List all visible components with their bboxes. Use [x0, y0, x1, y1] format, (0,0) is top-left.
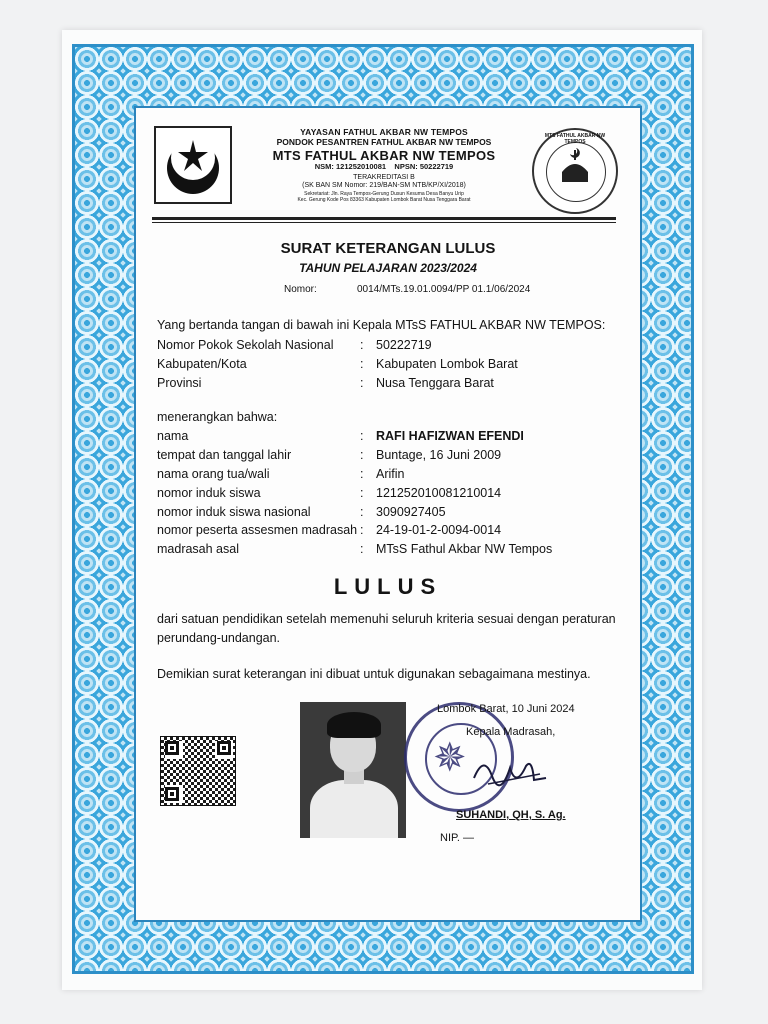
field-colon: : [360, 523, 364, 537]
address-line-2: Kec. Gerung Kode Pos 83363 Kabupaten Lombok Barat Nusa Tenggara Barat [297, 197, 471, 204]
field-value: 50222719 [376, 338, 432, 352]
field-value: 121252010081210014 [376, 486, 502, 500]
field-label: Provinsi [157, 376, 202, 390]
photo-shirt [310, 780, 398, 838]
nsm-text: NSM: 121252010081 [314, 162, 387, 171]
field-value: 24-19-01-2-0094-0014 [376, 523, 502, 537]
nomor-label: Nomor: [284, 284, 317, 295]
qr-code [160, 736, 236, 806]
handwritten-signature [470, 748, 550, 798]
headmaster-name: SUHANDI, QH, S. Ag. [456, 809, 566, 821]
criteria-paragraph: dari satuan pendidikan setelah memenuhi seluruh kriteria sesuai dengan peraturan perundang-undangan. [157, 612, 616, 645]
signature-date: Lombok Barat, 10 Juni 2024 [437, 703, 575, 715]
headmaster-nip: NIP. — [440, 832, 475, 844]
field-label: Kabupaten/Kota [157, 357, 247, 371]
header-pesantren: PONDOK PESANTREN FATHUL AKBAR NW TEMPOS [276, 137, 492, 147]
address-line-1: Sekretariat: Jln. Raya Tempos-Gerung Dusun Kesuma Desa Banyu Urip [304, 191, 464, 197]
photo-hair [327, 712, 381, 738]
field-colon: : [360, 448, 364, 462]
field-label: nama [157, 429, 189, 443]
field-label: Nomor Pokok Sekolah Nasional [157, 338, 334, 352]
field-value: Arifin [376, 467, 405, 481]
field-colon: : [360, 338, 364, 352]
star-icon: ✵ [433, 736, 467, 780]
field-colon: : [360, 486, 364, 500]
npsn-text: NPSN: 50222719 [394, 162, 454, 171]
status-heading: LULUS [333, 574, 443, 599]
field-label: nomor peserta assesmen madrasah [157, 523, 358, 537]
seal-text: MTS FATHUL AKBAR NW TEMPOS [544, 133, 606, 145]
qr-finder-icon [165, 741, 179, 755]
field-colon: : [360, 429, 364, 443]
field-value: Nusa Tenggara Barat [376, 376, 494, 390]
intro-text: Yang bertanda tangan di bawah ini Kepala MTsS FATHUL AKBAR NW TEMPOS: [157, 318, 606, 332]
signature-role: Kepala Madrasah, [466, 726, 556, 738]
field-label: madrasah asal [157, 542, 239, 556]
document-title: SURAT KETERANGAN LULUS [280, 240, 496, 257]
crescent-star-icon [156, 128, 230, 202]
field-value: MTsS Fathul Akbar NW Tempos [376, 542, 553, 556]
field-colon: : [360, 542, 364, 556]
field-value: Kabupaten Lombok Barat [376, 357, 518, 371]
field-value: 3090927405 [376, 505, 446, 519]
field-label: nomor induk siswa nasional [157, 505, 311, 519]
qr-finder-icon [165, 787, 179, 801]
header-address [236, 191, 532, 204]
academic-year: TAHUN PELAJARAN 2023/2024 [299, 261, 477, 275]
header-school-name: MTS FATHUL AKBAR NW TEMPOS [272, 148, 496, 163]
closing-text: Demikian surat keterangan ini dibuat untuk digunakan sebagaimana mestinya. [157, 667, 591, 681]
header-foundation: YAYASAN FATHUL AKBAR NW TEMPOS [300, 127, 468, 137]
header-ids [236, 163, 532, 172]
field-label: nama orang tua/wali [157, 467, 270, 481]
field-value: Buntage, 16 Juni 2009 [376, 448, 502, 462]
field-label: nomor induk siswa [157, 486, 261, 500]
field-colon: : [360, 467, 364, 481]
student-name: RAFI HAFIZWAN EFENDI [376, 429, 524, 443]
field-colon: : [360, 357, 364, 371]
field-colon: : [360, 505, 364, 519]
header-sk: (SK BAN SM Nomor: 219/BAN-SM NTB/KP/XI/2018) [302, 182, 466, 189]
nw-logo [154, 126, 232, 204]
school-seal [532, 128, 618, 214]
field-colon: : [360, 376, 364, 390]
qr-finder-icon [217, 741, 231, 755]
student-photo [300, 702, 406, 838]
header-rule-thin [152, 222, 616, 223]
menerangkan-label: menerangkan bahwa: [157, 410, 278, 424]
nomor-value: 0014/MTs.19.01.0094/PP 01.1/06/2024 [357, 284, 531, 295]
field-label: tempat dan tanggal lahir [157, 448, 292, 462]
header-rule [152, 217, 616, 220]
header-accreditation: TERAKREDITASI B [353, 174, 415, 181]
